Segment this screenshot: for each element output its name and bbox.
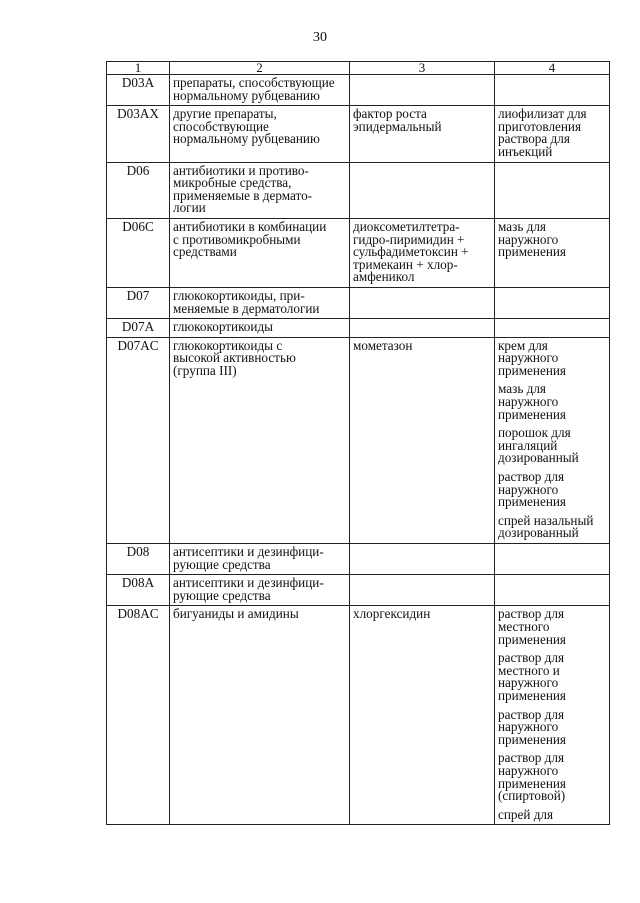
dosage-form: раствор для местного применения	[498, 606, 566, 647]
column-number: 3	[350, 62, 495, 75]
column-number: 1	[107, 62, 170, 75]
dosage-form: раствор для местного и наружного применения	[498, 650, 566, 703]
atc-code-cell: D08A	[107, 575, 170, 606]
atc-code-cell: D07	[107, 287, 170, 318]
dosage-form: крем для наружного применения	[498, 337, 566, 378]
substance-cell: хлоргексидин	[350, 606, 495, 825]
dosage-form: спрей для	[498, 806, 554, 822]
dosage-forms-cell	[495, 75, 610, 106]
atc-code-cell: D03A	[107, 75, 170, 106]
dosage-forms-cell	[495, 575, 610, 606]
dosage-form: раствор для наружного применения	[498, 469, 566, 510]
table-row	[107, 575, 610, 606]
anatomical-therapeutic-group-cell: бигуаниды и амидины	[170, 606, 350, 825]
substance-cell	[350, 162, 495, 218]
table-row	[107, 106, 610, 162]
column-number-row	[107, 62, 610, 75]
table-row	[107, 606, 610, 825]
dosage-forms-cell	[495, 162, 610, 218]
substance-cell	[350, 319, 495, 338]
atc-code-cell: D08	[107, 544, 170, 575]
substance-cell: мометазон	[350, 337, 495, 543]
dosage-forms-cell	[495, 287, 610, 318]
anatomical-therapeutic-group-cell: антисептики и дезинфици- рующие средства	[170, 544, 350, 575]
anatomical-therapeutic-group-cell: антибиотики и противо- микробные средства, применяемые в дермато- логии	[170, 162, 350, 218]
dosage-form: раствор для наружного применения (спиртовой)	[498, 750, 566, 804]
dosage-form: мазь для наружного применения	[498, 218, 566, 260]
table-row	[107, 75, 610, 106]
dosage-form: порошок для ингаляций дозированный	[498, 425, 579, 466]
column-number: 2	[170, 62, 350, 75]
anatomical-therapeutic-group-cell: препараты, способствующие нормальному рубцеванию	[170, 75, 350, 106]
atc-code-cell: D06C	[107, 218, 170, 287]
dosage-form: мазь для наружного применения	[498, 381, 566, 422]
dosage-forms-cell	[495, 319, 610, 338]
dosage-forms-cell	[495, 106, 610, 162]
substance-cell	[350, 544, 495, 575]
dosage-forms-cell	[495, 218, 610, 287]
atc-code-cell: D08AC	[107, 606, 170, 825]
anatomical-therapeutic-group-cell: глюкокортикоиды, при- меняемые в дерматологии	[170, 287, 350, 318]
dosage-forms-cell	[495, 544, 610, 575]
atc-drug-table	[106, 61, 610, 825]
anatomical-therapeutic-group-cell: антибиотики в комбинации с противомикробными средствами	[170, 218, 350, 287]
dosage-forms-cell	[495, 337, 610, 543]
substance-cell: диоксометилтетра- гидро-пиримидин + сульфадиметоксин + тримекаин + хлор- амфеникол	[350, 218, 495, 287]
table-row	[107, 544, 610, 575]
table-row	[107, 287, 610, 318]
dosage-form: раствор для наружного применения	[498, 706, 566, 747]
dosage-form: лиофилизат для приготовления раствора для инъекций	[498, 106, 587, 159]
atc-code-cell: D03AX	[107, 106, 170, 162]
anatomical-therapeutic-group-cell: глюкокортикоиды	[170, 319, 350, 338]
atc-code-cell: D06	[107, 162, 170, 218]
table-row	[107, 162, 610, 218]
substance-cell	[350, 75, 495, 106]
table-row	[107, 218, 610, 287]
anatomical-therapeutic-group-cell: другие препараты, способствующие нормальному рубцеванию	[170, 106, 350, 162]
column-number: 4	[495, 62, 610, 75]
table-row	[107, 319, 610, 338]
atc-code-cell: D07A	[107, 319, 170, 338]
atc-code-cell: D07AC	[107, 337, 170, 543]
dosage-forms-cell	[495, 606, 610, 825]
anatomical-therapeutic-group-cell: антисептики и дезинфици- рующие средства	[170, 575, 350, 606]
table-body	[107, 75, 610, 825]
substance-cell: фактор роста эпидермальный	[350, 106, 495, 162]
anatomical-therapeutic-group-cell: глюкокортикоиды с высокой активностью (группа III)	[170, 337, 350, 543]
page-number: 30	[313, 30, 327, 45]
substance-cell	[350, 287, 495, 318]
substance-cell	[350, 575, 495, 606]
table-row	[107, 337, 610, 543]
dosage-form: спрей назальный дозированный	[498, 512, 594, 541]
